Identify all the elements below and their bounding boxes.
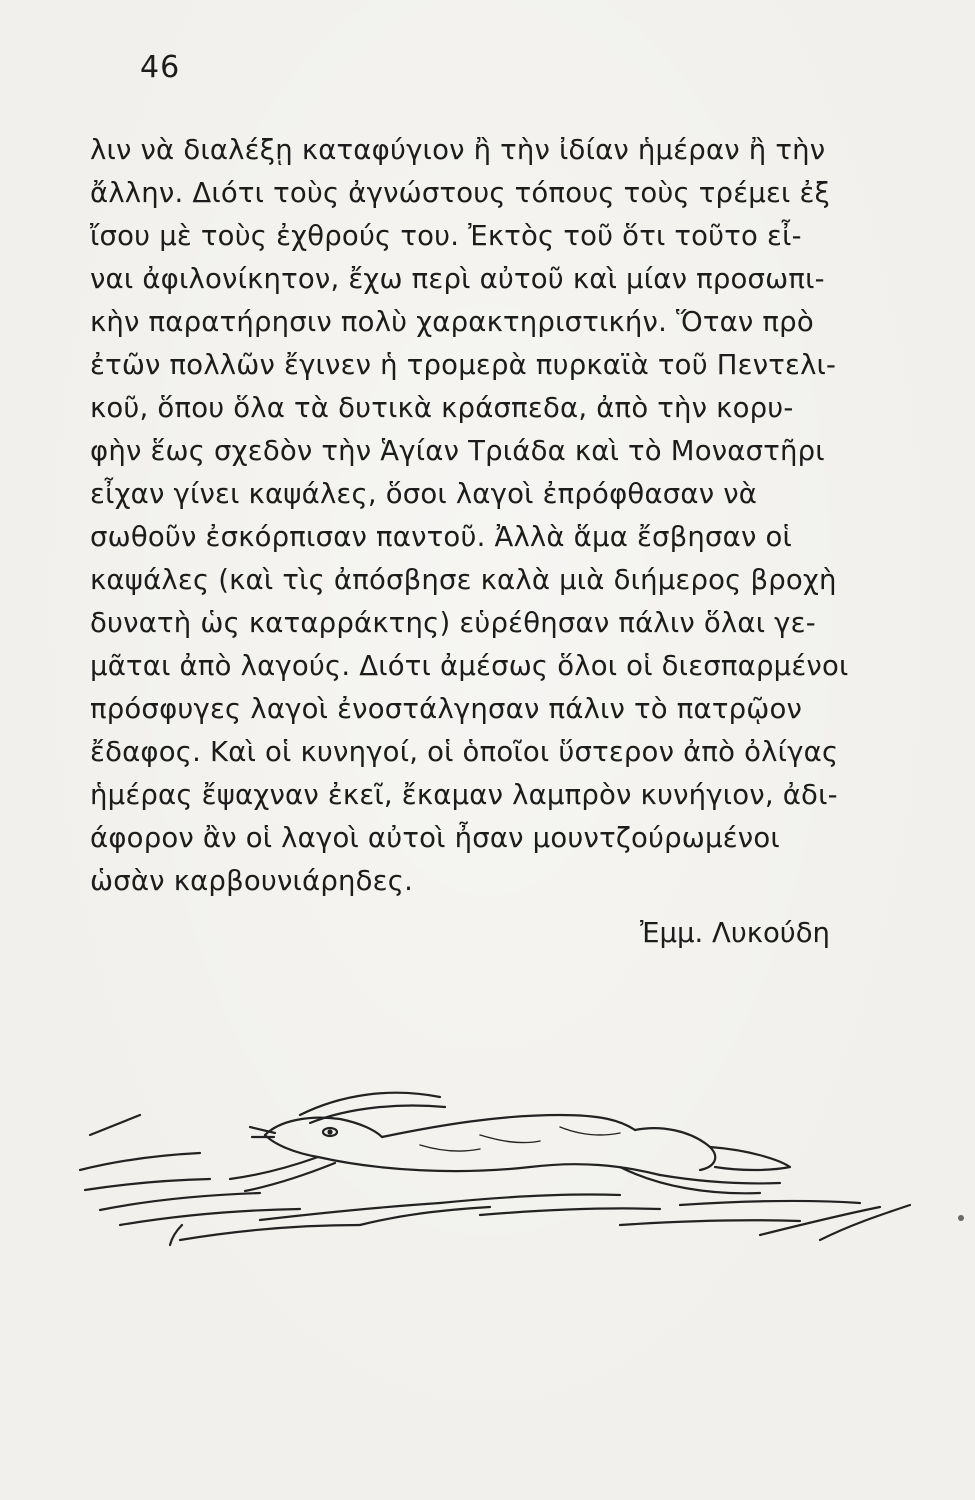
text-line: ἐτῶν πολλῶν ἔγινεν ἡ τρομερὰ πυρκαϊὰ τοῦ Πεντελι- xyxy=(90,349,837,381)
text-line: ἴσου μὲ τοὺς ἐχθρούς του. Ἐκτὸς τοῦ ὅτι τοῦτο εἶ- xyxy=(90,220,802,252)
running-hare-icon xyxy=(60,1075,920,1265)
text-line: μᾶται ἀπὸ λαγούς. Διότι ἀμέσως ὅλοι οἱ διεσπαρμένοι xyxy=(90,650,849,682)
text-line: ὡσὰν καρβουνιάρηδες. xyxy=(90,865,414,897)
text-line: εἶχαν γίνει καψάλες, ὅσοι λαγοὶ ἐπρόφθασαν νὰ xyxy=(90,478,758,510)
text-line: ἔδαφος. Καὶ οἱ κυνηγοί, οἱ ὁποῖοι ὕστερον ἀπὸ ὀλίγας xyxy=(90,736,839,768)
text-line: ναι ἀφιλονίκητον, ἔχω περὶ αὐτοῦ καὶ μίαν προσωπι- xyxy=(90,263,825,295)
text-line: λιν νὰ διαλέξῃ καταφύγιον ἢ τὴν ἰδίαν ἡμέραν ἢ τὴν xyxy=(90,134,826,166)
ink-speck xyxy=(958,1215,964,1221)
text-line: κὴν παρατήρησιν πολὺ χαρακτηριστικήν. Ὅταν πρὸ xyxy=(90,306,814,338)
text-line: άφορον ἂν οἱ λαγοὶ αὐτοὶ ἦσαν μουντζούρωμένοι xyxy=(90,822,780,854)
text-line: κοῦ, ὅπου ὅλα τὰ δυτικὰ κράσπεδα, ἀπὸ τὴν κορυ- xyxy=(90,392,794,424)
text-line: σωθοῦν ἐσκόρπισαν παντοῦ. Ἀλλὰ ἅμα ἔσβησαν οἱ xyxy=(90,521,793,553)
text-line: ἡμέρας ἔψαχναν ἐκεῖ, ἔκαμαν λαμπρὸν κυνήγιον, ἀδι- xyxy=(90,779,838,811)
text-line: φὴν ἕως σχεδὸν τὴν Ἁγίαν Τριάδα καὶ τὸ Μοναστῆρι xyxy=(90,435,825,467)
text-line: δυνατὴ ὡς καταρράκτης) εὑρέθησαν πάλιν ὅλαι γε- xyxy=(90,607,816,639)
text-line: καψάλες (καὶ τὶς ἀπόσβησε καλὰ μιὰ διήμερος βροχὴ xyxy=(90,564,837,596)
page-number: 46 xyxy=(140,50,181,85)
text-line: ἄλλην. Διότι τοὺς ἀγνώστους τόπους τοὺς τρέμει ἐξ xyxy=(90,177,831,209)
author-signature: Ἐμμ. Λυκούδη xyxy=(640,917,830,949)
text-line: πρόσφυγες λαγοὶ ἐνοστάλγησαν πάλιν τὸ πατρῷον xyxy=(90,693,803,725)
